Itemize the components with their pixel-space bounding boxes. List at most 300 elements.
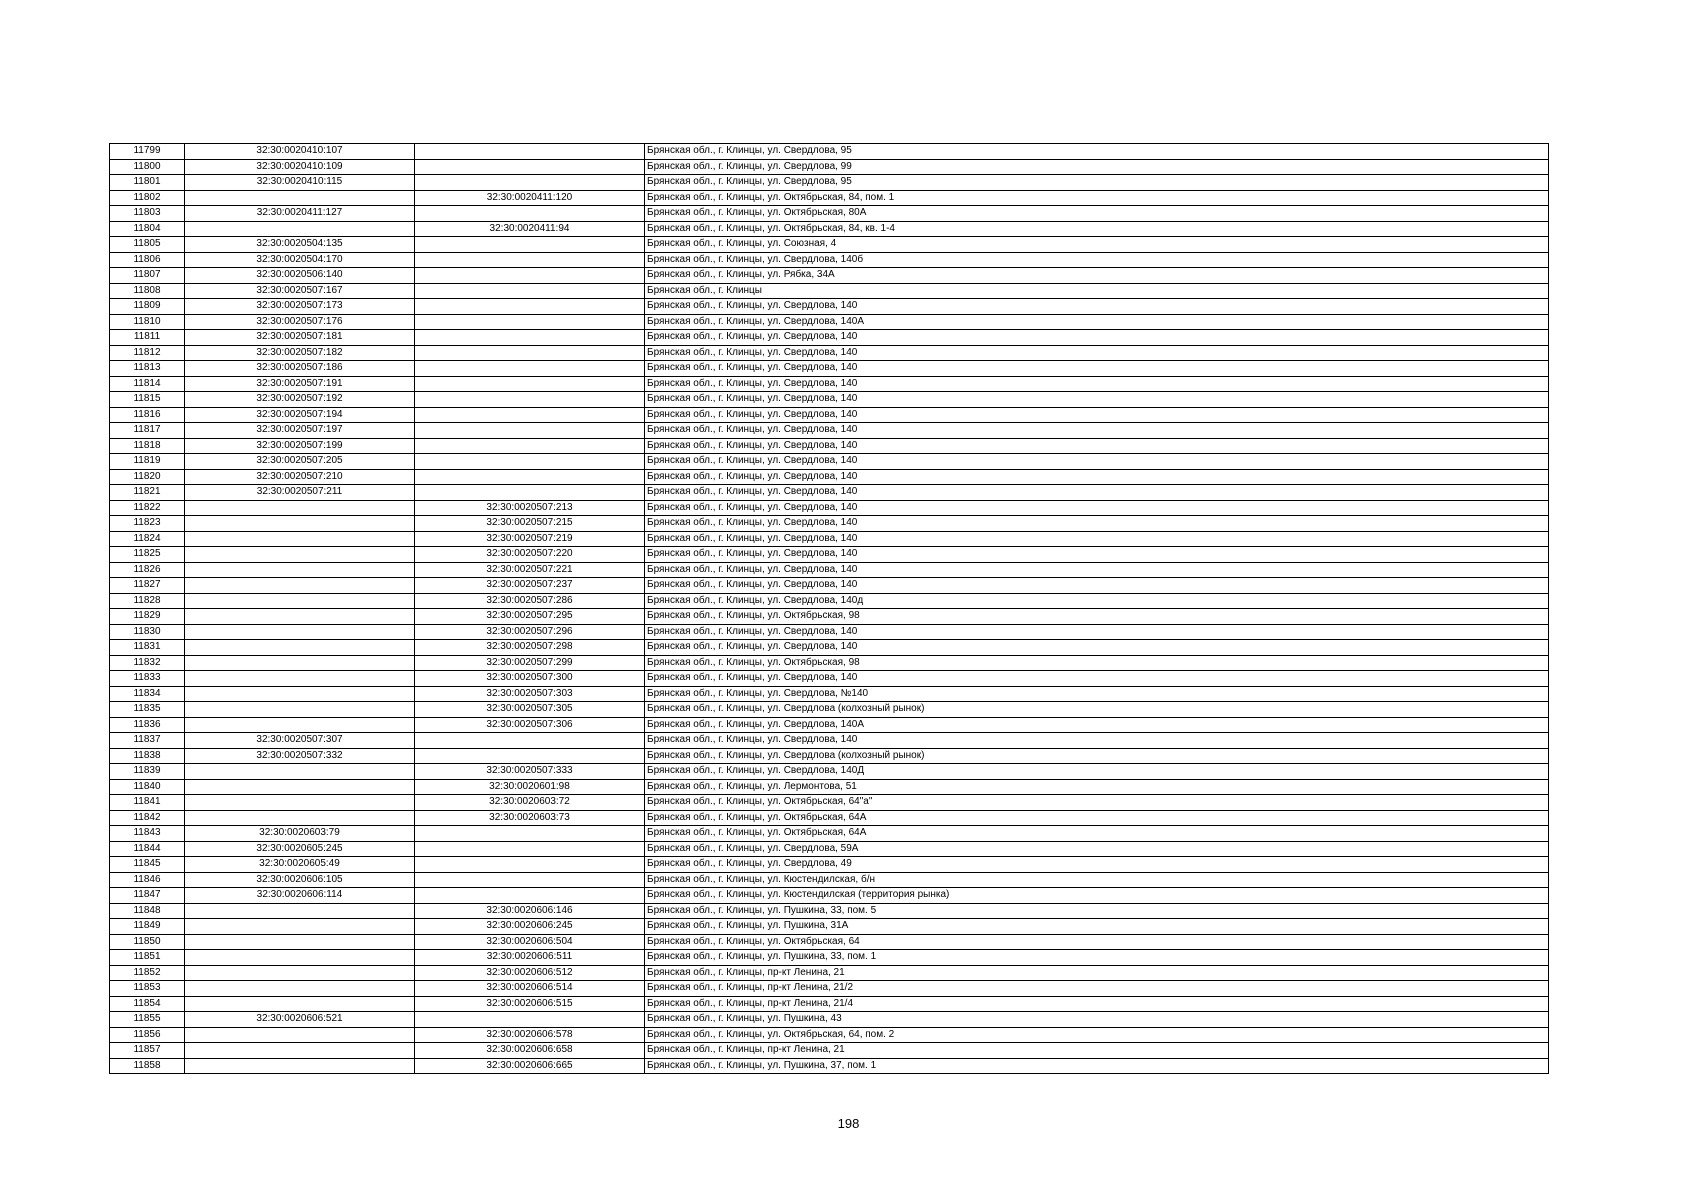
cadastral-number-alt-cell [415, 361, 645, 377]
cadastral-number-alt-cell [415, 841, 645, 857]
table-row [110, 609, 1549, 625]
cadastral-number-alt-cell: 32:30:0020601:98 [415, 779, 645, 795]
cadastral-number-cell: 32:30:0020507:211 [185, 485, 415, 501]
cadastral-number-cell [185, 919, 415, 935]
cadastral-number-alt-cell [415, 857, 645, 873]
table-row [110, 407, 1549, 423]
table-row [110, 159, 1549, 175]
address-cell: Брянская обл., г. Клинцы, ул. Свердлова, 140Д [645, 764, 1549, 780]
cadastral-number-alt-cell [415, 345, 645, 361]
cadastral-number-alt-cell: 32:30:0020411:94 [415, 221, 645, 237]
cadastral-number-alt-cell [415, 454, 645, 470]
address-cell: Брянская обл., г. Клинцы, ул. Свердлова, 140А [645, 314, 1549, 330]
address-cell: Брянская обл., г. Клинцы, ул. Свердлова, 95 [645, 144, 1549, 160]
cadastral-number-alt-cell [415, 268, 645, 284]
cadastral-number-alt-cell: 32:30:0020603:72 [415, 795, 645, 811]
table-row [110, 655, 1549, 671]
address-cell: Брянская обл., г. Клинцы, ул. Свердлова, 140 [645, 516, 1549, 532]
address-cell: Брянская обл., г. Клинцы, ул. Октябрьская, 84, кв. 1-4 [645, 221, 1549, 237]
address-cell: Брянская обл., г. Клинцы, ул. Союзная, 4 [645, 237, 1549, 253]
cadastral-number-alt-cell: 32:30:0020507:220 [415, 547, 645, 563]
row-number-cell: 11836 [110, 717, 185, 733]
cadastral-number-cell [185, 547, 415, 563]
cadastral-number-cell: 32:30:0020507:205 [185, 454, 415, 470]
cadastral-number-cell: 32:30:0020507:192 [185, 392, 415, 408]
cadastral-number-cell [185, 1027, 415, 1043]
cadastral-number-cell: 32:30:0020507:181 [185, 330, 415, 346]
table-row [110, 624, 1549, 640]
cadastral-number-cell [185, 562, 415, 578]
cadastral-number-cell: 32:30:0020410:109 [185, 159, 415, 175]
table-row [110, 314, 1549, 330]
cadastral-number-cell: 32:30:0020507:176 [185, 314, 415, 330]
table-row [110, 810, 1549, 826]
cadastral-number-alt-cell: 32:30:0020411:120 [415, 190, 645, 206]
address-cell: Брянская обл., г. Клинцы, ул. Свердлова, 140 [645, 485, 1549, 501]
row-number-cell: 11828 [110, 593, 185, 609]
page-number: 198 [837, 1116, 860, 1131]
table-row [110, 733, 1549, 749]
cadastral-number-cell [185, 531, 415, 547]
cadastral-number-cell: 32:30:0020507:307 [185, 733, 415, 749]
cadastral-number-alt-cell: 32:30:0020507:219 [415, 531, 645, 547]
cadastral-number-cell: 32:30:0020606:114 [185, 888, 415, 904]
cadastral-number-cell: 32:30:0020507:199 [185, 438, 415, 454]
address-cell: Брянская обл., г. Клинцы, ул. Свердлова, 140 [645, 423, 1549, 439]
address-cell: Брянская обл., г. Клинцы, ул. Свердлова, 140 [645, 299, 1549, 315]
address-cell: Брянская обл., г. Клинцы, пр-кт Ленина, 21 [645, 965, 1549, 981]
row-number-cell: 11822 [110, 500, 185, 516]
row-number-cell: 11814 [110, 376, 185, 392]
cadastral-number-cell [185, 655, 415, 671]
cadastral-number-cell: 32:30:0020603:79 [185, 826, 415, 842]
table-row [110, 996, 1549, 1012]
row-number-cell: 11811 [110, 330, 185, 346]
cadastral-number-alt-cell: 32:30:0020606:511 [415, 950, 645, 966]
cadastral-number-alt-cell [415, 283, 645, 299]
row-number-cell: 11801 [110, 175, 185, 191]
cadastral-number-cell: 32:30:0020507:173 [185, 299, 415, 315]
row-number-cell: 11799 [110, 144, 185, 160]
cadastral-number-cell [185, 1058, 415, 1074]
row-number-cell: 11825 [110, 547, 185, 563]
row-number-cell: 11854 [110, 996, 185, 1012]
cadastral-number-cell [185, 578, 415, 594]
row-number-cell: 11833 [110, 671, 185, 687]
cadastral-number-cell: 32:30:0020507:197 [185, 423, 415, 439]
row-number-cell: 11835 [110, 702, 185, 718]
cadastral-number-alt-cell: 32:30:0020507:303 [415, 686, 645, 702]
row-number-cell: 11830 [110, 624, 185, 640]
cadastral-number-alt-cell [415, 485, 645, 501]
cadastral-number-alt-cell [415, 423, 645, 439]
cadastral-number-alt-cell [415, 175, 645, 191]
cadastral-number-alt-cell [415, 159, 645, 175]
table-row [110, 531, 1549, 547]
cadastral-number-cell: 32:30:0020605:49 [185, 857, 415, 873]
table-row [110, 934, 1549, 950]
cadastral-number-cell: 32:30:0020507:167 [185, 283, 415, 299]
table-row [110, 454, 1549, 470]
row-number-cell: 11800 [110, 159, 185, 175]
address-cell: Брянская обл., г. Клинцы, ул. Свердлова, 140 [645, 500, 1549, 516]
row-number-cell: 11831 [110, 640, 185, 656]
cadastral-number-alt-cell [415, 469, 645, 485]
address-cell: Брянская обл., г. Клинцы, ул. Пушкина, 33, пом. 1 [645, 950, 1549, 966]
table-row [110, 237, 1549, 253]
row-number-cell: 11826 [110, 562, 185, 578]
address-cell: Брянская обл., г. Клинцы, ул. Свердлова, 140 [645, 376, 1549, 392]
cadastral-number-alt-cell: 32:30:0020507:306 [415, 717, 645, 733]
row-number-cell: 11841 [110, 795, 185, 811]
table-row [110, 950, 1549, 966]
row-number-cell: 11851 [110, 950, 185, 966]
table-row [110, 779, 1549, 795]
cadastral-number-cell: 32:30:0020504:135 [185, 237, 415, 253]
row-number-cell: 11837 [110, 733, 185, 749]
row-number-cell: 11832 [110, 655, 185, 671]
row-number-cell: 11802 [110, 190, 185, 206]
cadastral-number-cell [185, 624, 415, 640]
table-row [110, 686, 1549, 702]
cadastral-number-alt-cell: 32:30:0020606:515 [415, 996, 645, 1012]
cadastral-number-cell: 32:30:0020411:127 [185, 206, 415, 222]
row-number-cell: 11846 [110, 872, 185, 888]
address-cell: Брянская обл., г. Клинцы, ул. Октябрьская, 64А [645, 810, 1549, 826]
address-cell: Брянская обл., г. Клинцы, ул. Октябрьская, 98 [645, 609, 1549, 625]
row-number-cell: 11809 [110, 299, 185, 315]
row-number-cell: 11812 [110, 345, 185, 361]
row-number-cell: 11804 [110, 221, 185, 237]
cadastral-number-alt-cell: 32:30:0020606:578 [415, 1027, 645, 1043]
cadastral-number-alt-cell: 32:30:0020603:73 [415, 810, 645, 826]
cadastral-number-cell [185, 702, 415, 718]
row-number-cell: 11842 [110, 810, 185, 826]
table-row [110, 795, 1549, 811]
cadastral-number-alt-cell [415, 826, 645, 842]
address-cell: Брянская обл., г. Клинцы, пр-кт Ленина, 21/2 [645, 981, 1549, 997]
address-cell: Брянская обл., г. Клинцы, ул. Свердлова, 140б [645, 252, 1549, 268]
address-cell: Брянская обл., г. Клинцы, ул. Свердлова, 140 [645, 671, 1549, 687]
address-cell: Брянская обл., г. Клинцы, ул. Свердлова, №140 [645, 686, 1549, 702]
table-row [110, 562, 1549, 578]
address-cell: Брянская обл., г. Клинцы, ул. Кюстендилская (территория рынка) [645, 888, 1549, 904]
table-row [110, 190, 1549, 206]
cadastral-number-alt-cell: 32:30:0020507:286 [415, 593, 645, 609]
cadastral-number-alt-cell [415, 252, 645, 268]
address-cell: Брянская обл., г. Клинцы, ул. Пушкина, 33, пом. 5 [645, 903, 1549, 919]
cadastral-number-cell [185, 764, 415, 780]
table-row [110, 376, 1549, 392]
cadastral-number-alt-cell: 32:30:0020507:333 [415, 764, 645, 780]
table-row [110, 1058, 1549, 1074]
address-cell: Брянская обл., г. Клинцы, ул. Пушкина, 37, пом. 1 [645, 1058, 1549, 1074]
row-number-cell: 11858 [110, 1058, 185, 1074]
table-row [110, 1043, 1549, 1059]
row-number-cell: 11849 [110, 919, 185, 935]
cadastral-number-cell: 32:30:0020606:521 [185, 1012, 415, 1028]
cadastral-number-cell: 32:30:0020507:191 [185, 376, 415, 392]
cadastral-number-alt-cell: 32:30:0020606:512 [415, 965, 645, 981]
cadastral-number-alt-cell [415, 1012, 645, 1028]
address-cell: Брянская обл., г. Клинцы, ул. Октябрьская, 64А [645, 826, 1549, 842]
cadastral-number-cell: 32:30:0020410:107 [185, 144, 415, 160]
row-number-cell: 11817 [110, 423, 185, 439]
address-cell: Брянская обл., г. Клинцы, ул. Свердлова, 140 [645, 562, 1549, 578]
row-number-cell: 11853 [110, 981, 185, 997]
table-row [110, 485, 1549, 501]
table-row [110, 299, 1549, 315]
cadastral-number-alt-cell [415, 376, 645, 392]
address-cell: Брянская обл., г. Клинцы, ул. Свердлова (колхозный рынок) [645, 702, 1549, 718]
cadastral-number-cell [185, 593, 415, 609]
row-number-cell: 11815 [110, 392, 185, 408]
table-row [110, 903, 1549, 919]
address-cell: Брянская обл., г. Клинцы, ул. Свердлова (колхозный рынок) [645, 748, 1549, 764]
cadastral-number-alt-cell: 32:30:0020606:665 [415, 1058, 645, 1074]
table-row [110, 283, 1549, 299]
address-cell: Брянская обл., г. Клинцы [645, 283, 1549, 299]
table-row [110, 516, 1549, 532]
row-number-cell: 11803 [110, 206, 185, 222]
address-cell: Брянская обл., г. Клинцы, ул. Свердлова, 140 [645, 438, 1549, 454]
cadastral-number-cell [185, 795, 415, 811]
table-row [110, 702, 1549, 718]
address-cell: Брянская обл., г. Клинцы, ул. Рябка, 34А [645, 268, 1549, 284]
address-cell: Брянская обл., г. Клинцы, ул. Свердлова, 49 [645, 857, 1549, 873]
row-number-cell: 11808 [110, 283, 185, 299]
cadastral-number-cell [185, 686, 415, 702]
address-cell: Брянская обл., г. Клинцы, ул. Свердлова, 140 [645, 578, 1549, 594]
row-number-cell: 11838 [110, 748, 185, 764]
row-number-cell: 11847 [110, 888, 185, 904]
table-row [110, 717, 1549, 733]
row-number-cell: 11852 [110, 965, 185, 981]
row-number-cell: 11839 [110, 764, 185, 780]
cadastral-number-cell [185, 779, 415, 795]
address-cell: Брянская обл., г. Клинцы, ул. Свердлова, 140 [645, 454, 1549, 470]
table-row [110, 640, 1549, 656]
cadastral-number-cell: 32:30:0020507:194 [185, 407, 415, 423]
address-cell: Брянская обл., г. Клинцы, ул. Свердлова, 95 [645, 175, 1549, 191]
cadastral-number-alt-cell: 32:30:0020606:658 [415, 1043, 645, 1059]
cadastral-table [109, 143, 1549, 1074]
address-cell: Брянская обл., г. Клинцы, ул. Октябрьская, 84, пом. 1 [645, 190, 1549, 206]
row-number-cell: 11856 [110, 1027, 185, 1043]
cadastral-number-cell: 32:30:0020507:186 [185, 361, 415, 377]
row-number-cell: 11848 [110, 903, 185, 919]
cadastral-number-cell [185, 934, 415, 950]
table-row [110, 330, 1549, 346]
table-row [110, 578, 1549, 594]
cadastral-number-alt-cell: 32:30:0020507:299 [415, 655, 645, 671]
address-cell: Брянская обл., г. Клинцы, ул. Свердлова, 140 [645, 330, 1549, 346]
cadastral-number-cell [185, 671, 415, 687]
cadastral-number-alt-cell [415, 237, 645, 253]
table-row [110, 857, 1549, 873]
cadastral-number-alt-cell [415, 888, 645, 904]
row-number-cell: 11821 [110, 485, 185, 501]
address-cell: Брянская обл., г. Клинцы, ул. Октябрьская, 64, пом. 2 [645, 1027, 1549, 1043]
address-cell: Брянская обл., г. Клинцы, ул. Свердлова, 140 [645, 407, 1549, 423]
cadastral-number-alt-cell: 32:30:0020507:237 [415, 578, 645, 594]
cadastral-number-alt-cell [415, 438, 645, 454]
address-cell: Брянская обл., г. Клинцы, ул. Свердлова, 99 [645, 159, 1549, 175]
cadastral-number-cell: 32:30:0020606:105 [185, 872, 415, 888]
address-cell: Брянская обл., г. Клинцы, ул. Свердлова, 140 [645, 733, 1549, 749]
address-cell: Брянская обл., г. Клинцы, ул. Свердлова, 140 [645, 547, 1549, 563]
table-row [110, 547, 1549, 563]
address-cell: Брянская обл., г. Клинцы, ул. Свердлова, 140 [645, 469, 1549, 485]
table-row [110, 423, 1549, 439]
row-number-cell: 11816 [110, 407, 185, 423]
address-cell: Брянская обл., г. Клинцы, пр-кт Ленина, 21 [645, 1043, 1549, 1059]
cadastral-number-alt-cell [415, 314, 645, 330]
cadastral-number-alt-cell: 32:30:0020507:213 [415, 500, 645, 516]
table-row [110, 919, 1549, 935]
address-cell: Брянская обл., г. Клинцы, ул. Октябрьская, 64"а" [645, 795, 1549, 811]
table-row [110, 888, 1549, 904]
table-row [110, 872, 1549, 888]
table-row [110, 1027, 1549, 1043]
table-row [110, 438, 1549, 454]
address-cell: Брянская обл., г. Клинцы, ул. Свердлова, 140 [645, 392, 1549, 408]
table-row [110, 748, 1549, 764]
row-number-cell: 11820 [110, 469, 185, 485]
table-row [110, 671, 1549, 687]
cadastral-number-alt-cell [415, 330, 645, 346]
cadastral-number-alt-cell: 32:30:0020507:295 [415, 609, 645, 625]
address-cell: Брянская обл., г. Клинцы, ул. Октябрьская, 98 [645, 655, 1549, 671]
address-cell: Брянская обл., г. Клинцы, ул. Свердлова, 140 [645, 531, 1549, 547]
cadastral-number-cell: 32:30:0020410:115 [185, 175, 415, 191]
table-row [110, 826, 1549, 842]
cadastral-number-cell: 32:30:0020507:332 [185, 748, 415, 764]
cadastral-number-alt-cell: 32:30:0020507:305 [415, 702, 645, 718]
cadastral-number-cell [185, 996, 415, 1012]
row-number-cell: 11843 [110, 826, 185, 842]
address-cell: Брянская обл., г. Клинцы, ул. Свердлова, 140 [645, 640, 1549, 656]
address-cell: Брянская обл., г. Клинцы, ул. Лермонтова, 51 [645, 779, 1549, 795]
address-cell: Брянская обл., г. Клинцы, ул. Кюстендилская, б/н [645, 872, 1549, 888]
address-cell: Брянская обл., г. Клинцы, ул. Пушкина, 43 [645, 1012, 1549, 1028]
row-number-cell: 11810 [110, 314, 185, 330]
table-row [110, 764, 1549, 780]
cadastral-number-alt-cell: 32:30:0020606:146 [415, 903, 645, 919]
row-number-cell: 11844 [110, 841, 185, 857]
address-cell: Брянская обл., г. Клинцы, ул. Октябрьская, 80А [645, 206, 1549, 222]
row-number-cell: 11829 [110, 609, 185, 625]
cadastral-number-cell [185, 810, 415, 826]
row-number-cell: 11818 [110, 438, 185, 454]
cadastral-number-cell: 32:30:0020507:182 [185, 345, 415, 361]
row-number-cell: 11806 [110, 252, 185, 268]
cadastral-number-alt-cell [415, 872, 645, 888]
cadastral-number-cell: 32:30:0020507:210 [185, 469, 415, 485]
address-cell: Брянская обл., г. Клинцы, ул. Пушкина, 31А [645, 919, 1549, 935]
cadastral-number-cell [185, 717, 415, 733]
cadastral-number-alt-cell: 32:30:0020606:245 [415, 919, 645, 935]
cadastral-number-alt-cell [415, 407, 645, 423]
table-row [110, 361, 1549, 377]
row-number-cell: 11855 [110, 1012, 185, 1028]
table-row [110, 965, 1549, 981]
cadastral-number-alt-cell [415, 206, 645, 222]
cadastral-number-alt-cell [415, 299, 645, 315]
cadastral-number-alt-cell: 32:30:0020606:514 [415, 981, 645, 997]
table-row [110, 593, 1549, 609]
row-number-cell: 11824 [110, 531, 185, 547]
address-cell: Брянская обл., г. Клинцы, ул. Свердлова, 140д [645, 593, 1549, 609]
address-cell: Брянская обл., г. Клинцы, ул. Свердлова, 140 [645, 361, 1549, 377]
cadastral-number-alt-cell: 32:30:0020507:221 [415, 562, 645, 578]
row-number-cell: 11805 [110, 237, 185, 253]
row-number-cell: 11819 [110, 454, 185, 470]
row-number-cell: 11827 [110, 578, 185, 594]
address-cell: Брянская обл., г. Клинцы, пр-кт Ленина, 21/4 [645, 996, 1549, 1012]
cadastral-table-body [110, 144, 1549, 1074]
row-number-cell: 11850 [110, 934, 185, 950]
address-cell: Брянская обл., г. Клинцы, ул. Свердлова, 59А [645, 841, 1549, 857]
table-row [110, 175, 1549, 191]
cadastral-number-cell: 32:30:0020504:170 [185, 252, 415, 268]
cadastral-number-alt-cell: 32:30:0020606:504 [415, 934, 645, 950]
cadastral-number-cell [185, 1043, 415, 1059]
row-number-cell: 11857 [110, 1043, 185, 1059]
table-row [110, 252, 1549, 268]
address-cell: Брянская обл., г. Клинцы, ул. Свердлова, 140 [645, 345, 1549, 361]
table-row [110, 144, 1549, 160]
cadastral-number-cell [185, 221, 415, 237]
address-cell: Брянская обл., г. Клинцы, ул. Свердлова, 140А [645, 717, 1549, 733]
table-row [110, 345, 1549, 361]
cadastral-number-alt-cell [415, 748, 645, 764]
cadastral-number-cell [185, 640, 415, 656]
address-cell: Брянская обл., г. Клинцы, ул. Свердлова, 140 [645, 624, 1549, 640]
table-row [110, 392, 1549, 408]
row-number-cell: 11834 [110, 686, 185, 702]
cadastral-number-cell [185, 609, 415, 625]
cadastral-number-cell: 32:30:0020506:140 [185, 268, 415, 284]
cadastral-number-cell [185, 190, 415, 206]
table-row [110, 841, 1549, 857]
address-cell: Брянская обл., г. Клинцы, ул. Октябрьская, 64 [645, 934, 1549, 950]
table-row [110, 469, 1549, 485]
table-row [110, 221, 1549, 237]
cadastral-number-alt-cell: 32:30:0020507:298 [415, 640, 645, 656]
cadastral-number-alt-cell [415, 733, 645, 749]
cadastral-number-alt-cell [415, 392, 645, 408]
cadastral-number-cell [185, 950, 415, 966]
cadastral-number-alt-cell: 32:30:0020507:300 [415, 671, 645, 687]
row-number-cell: 11813 [110, 361, 185, 377]
row-number-cell: 11823 [110, 516, 185, 532]
table-row [110, 981, 1549, 997]
cadastral-number-cell [185, 903, 415, 919]
cadastral-number-cell [185, 965, 415, 981]
row-number-cell: 11807 [110, 268, 185, 284]
cadastral-number-cell [185, 516, 415, 532]
cadastral-number-cell [185, 500, 415, 516]
cadastral-number-alt-cell: 32:30:0020507:215 [415, 516, 645, 532]
row-number-cell: 11845 [110, 857, 185, 873]
table-row [110, 1012, 1549, 1028]
table-row [110, 500, 1549, 516]
table-row [110, 268, 1549, 284]
row-number-cell: 11840 [110, 779, 185, 795]
cadastral-number-cell [185, 981, 415, 997]
cadastral-number-cell: 32:30:0020605:245 [185, 841, 415, 857]
